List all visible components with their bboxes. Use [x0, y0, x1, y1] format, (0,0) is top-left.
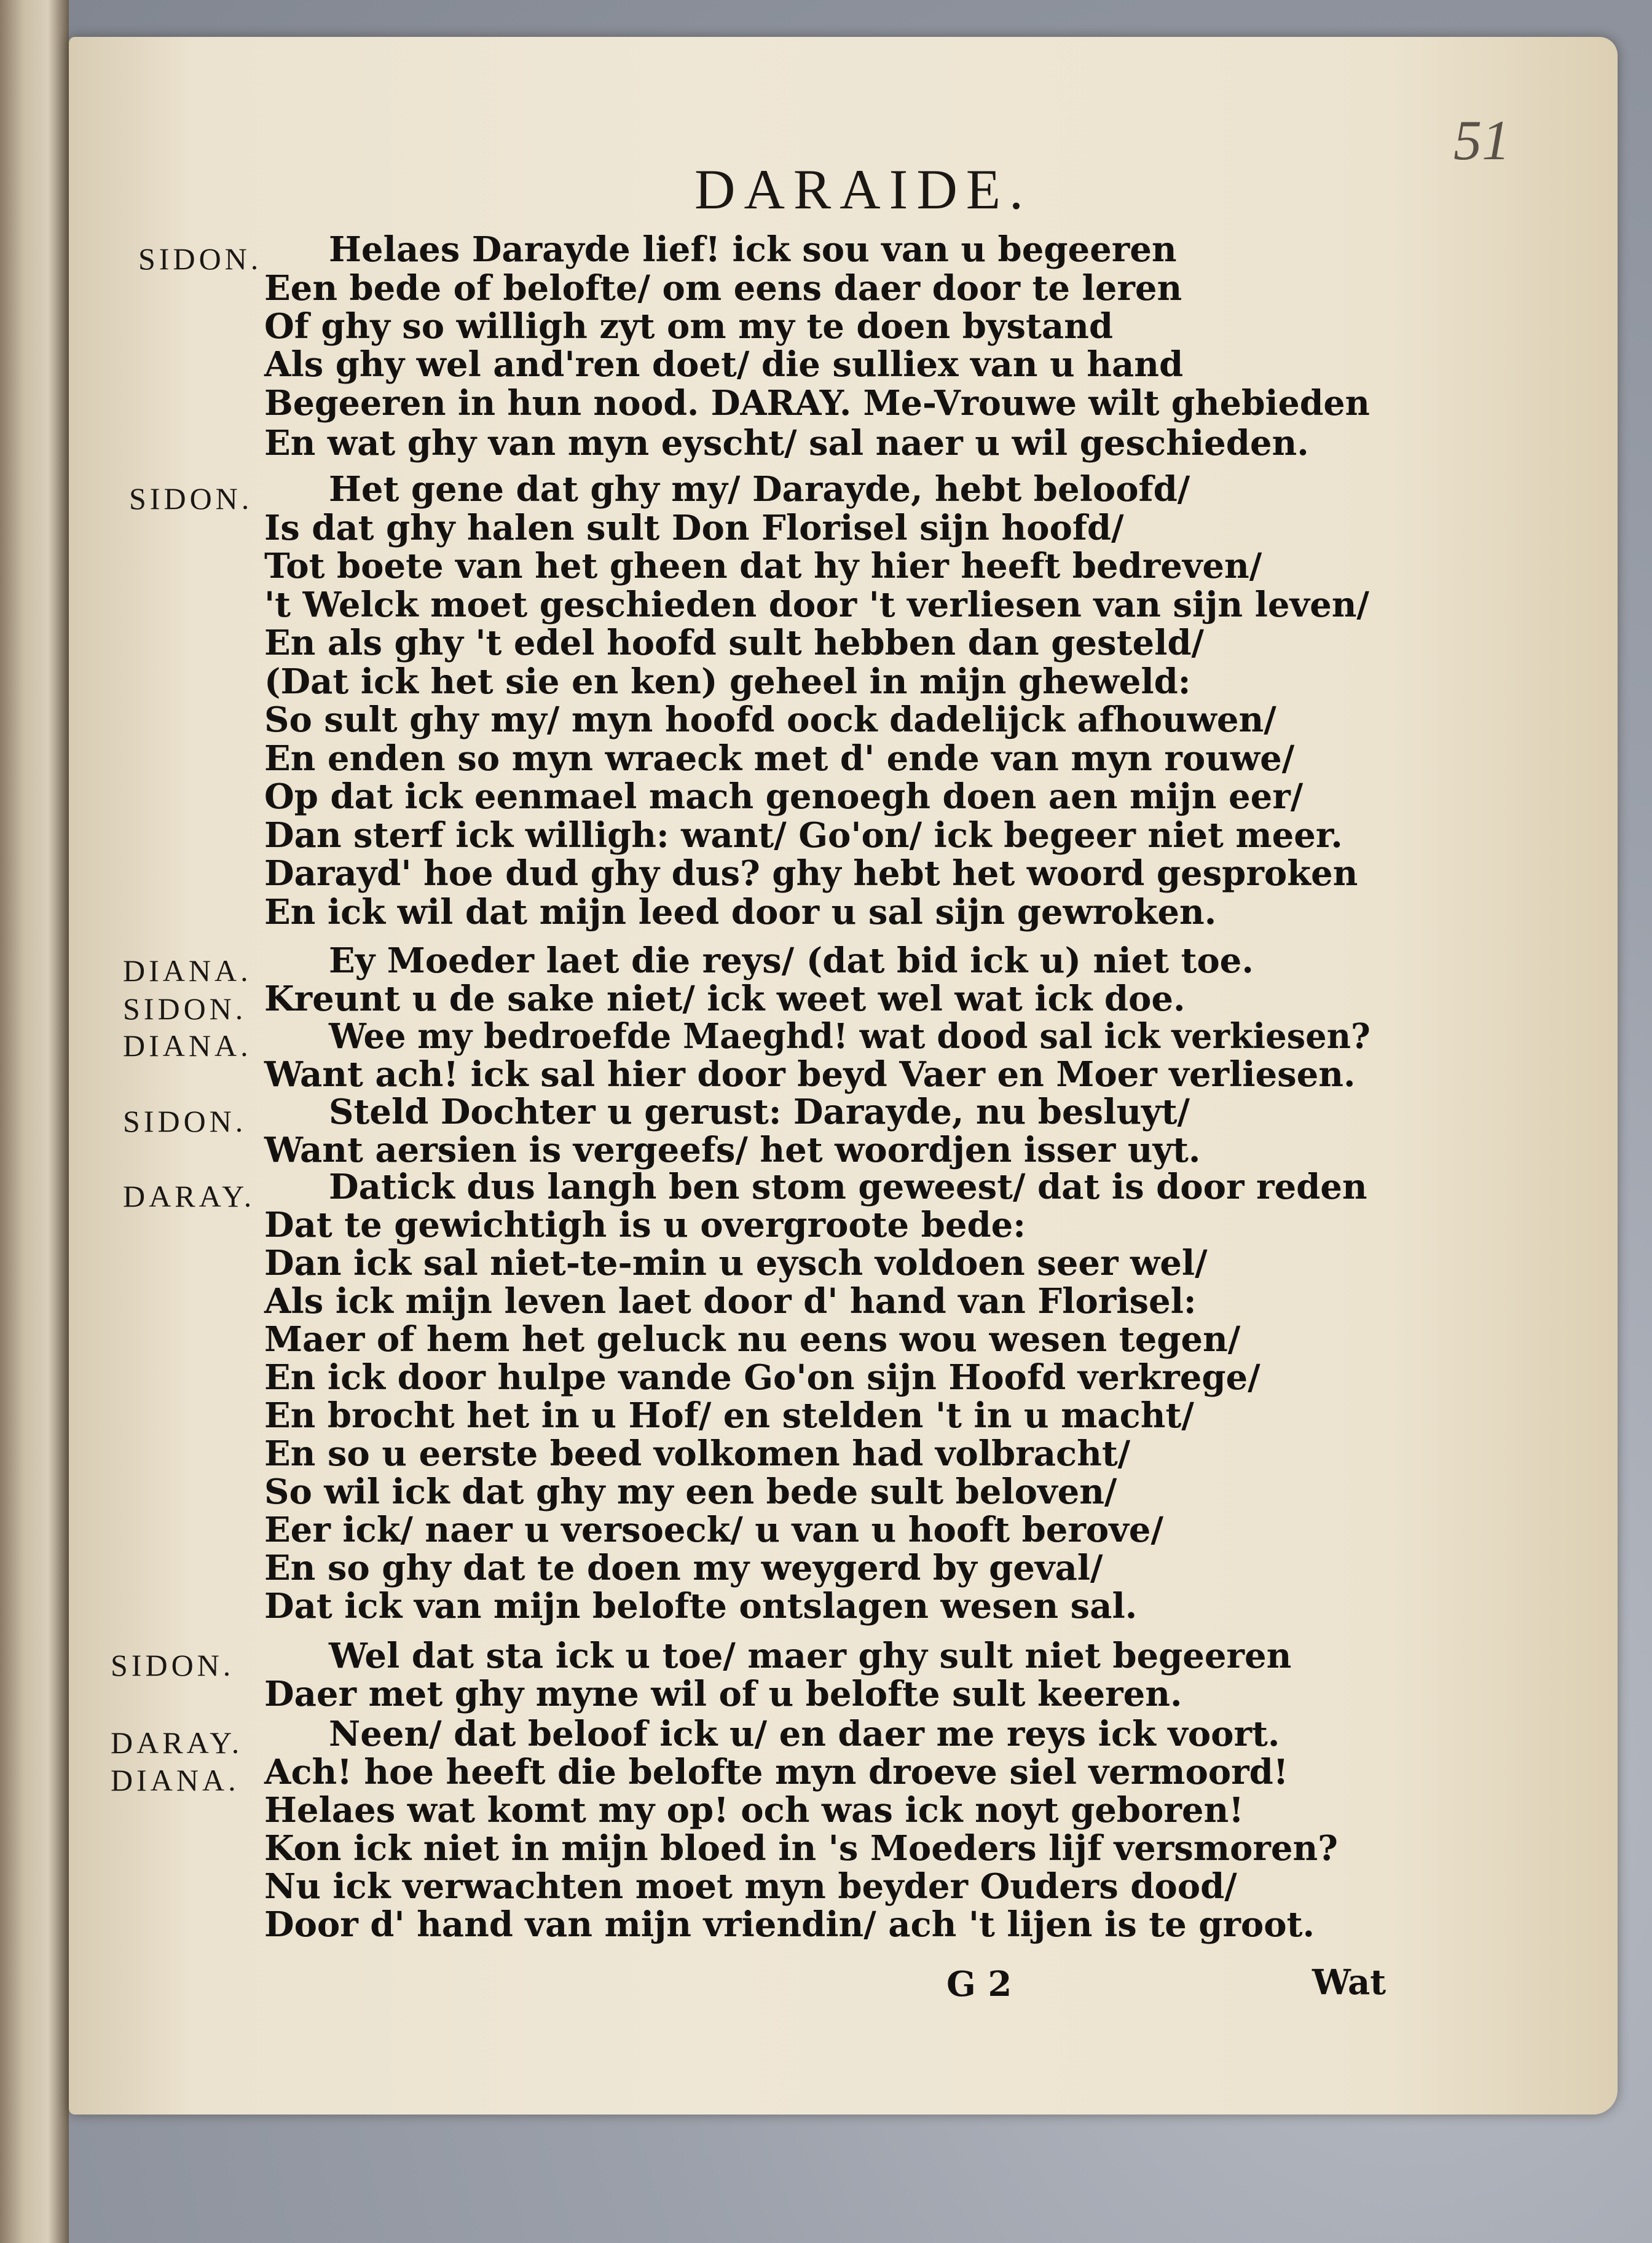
verse-line: Neen/ dat beloof ick u/ en daer me reys ick voort. [329, 1714, 1280, 1754]
verse-line: Een bede of belofte/ om eens daer door te leren [264, 268, 1182, 309]
verse-line: So wil ick dat ghy my een bede sult beloven/ [264, 1472, 1117, 1512]
verse-line: Is dat ghy halen sult Don Florisel sijn hoofd/ [264, 508, 1124, 548]
verse-line: Op dat ick eenmael mach genoegh doen aen mijn eer/ [264, 776, 1304, 817]
verse-line: Het gene dat ghy my/ Darayde, hebt beloofd/ [329, 469, 1190, 510]
verse-line: Helaes wat komt my op! och was ick noyt geboren! [264, 1790, 1244, 1831]
running-head: DARAIDE. [694, 158, 1032, 221]
verse-line: Daer met ghy myne wil of u belofte sult keeren. [264, 1674, 1182, 1714]
catchword: Wat [1312, 1962, 1386, 2003]
speaker-label: SIDON. [129, 481, 253, 516]
verse-line: Darayd' hoe dud ghy dus? ghy hebt het woord gesproken [264, 853, 1358, 894]
verse-line: Dan ick sal niet-te-min u eysch voldoen seer wel/ [264, 1243, 1208, 1283]
verse-line: Kon ick niet in mijn bloed in 's Moeders lijf versmoren? [264, 1828, 1338, 1869]
verse-line: Maer of hem het geluck nu eens wou wesen tegen/ [264, 1319, 1241, 1360]
verse-line: Eer ick/ naer u versoeck/ u van u hooft berove/ [264, 1510, 1163, 1550]
verse-line: So sult ghy my/ myn hoofd oock dadelijck afhouwen/ [264, 700, 1276, 740]
verse-line: Wel dat sta ick u toe/ maer ghy sult niet begeeren [329, 1636, 1292, 1676]
speaker-label: DIANA. [123, 953, 252, 988]
verse-line: En brocht het in u Hof/ en stelden 't in u macht/ [264, 1395, 1194, 1436]
verse-line: Helaes Darayde lief! ick sou van u begeeren [329, 229, 1177, 270]
verse-line: Tot boete van het gheen dat hy hier heeft bedreven/ [264, 546, 1262, 586]
verse-line: Als ghy wel and'ren doet/ die sulliex van u hand [264, 344, 1184, 385]
speaker-label: DIANA. [123, 1028, 252, 1063]
speaker-label: DARAY. [111, 1725, 243, 1760]
verse-line: En so ghy dat te doen my weygerd by geval/ [264, 1548, 1103, 1588]
speaker-label: SIDON. [123, 1104, 247, 1138]
page-number: 51 [1453, 109, 1510, 171]
verse-line: Door d' hand van mijn vriendin/ ach 't lijen is te groot. [264, 1904, 1315, 1945]
verse-line: (Dat ick het sie en ken) geheel in mijn gheweld: [264, 661, 1191, 702]
verse-line: Of ghy so willigh zyt om my te doen bystand [264, 306, 1113, 347]
verse-line: Dan sterf ick willigh: want/ Go'on/ ick begeer niet meer. [264, 815, 1343, 856]
speaker-label: DIANA. [111, 1763, 240, 1797]
verse-line: Wee my bedroefde Maeghd! wat dood sal ick verkiesen? [329, 1016, 1371, 1057]
verse-line: En so u eerste beed volkomen had volbracht/ [264, 1433, 1131, 1474]
verse-line: Want ach! ick sal hier door beyd Vaer en Moer verliesen. [264, 1054, 1356, 1095]
verse-line: Want aersien is vergeefs/ het woordjen isser uyt. [264, 1130, 1201, 1170]
verse-line: En ick wil dat mijn leed door u sal sijn gewroken. [264, 892, 1217, 932]
speaker-label: SIDON. [138, 242, 262, 276]
speaker-label: DARAY. [123, 1179, 256, 1213]
speaker-label: SIDON. [111, 1648, 235, 1682]
verse-line: Datick dus langh ben stom geweest/ dat is door reden [329, 1167, 1367, 1207]
signature-mark: G 2 [946, 1964, 1012, 2005]
verse-line: En wat ghy van myn eyscht/ sal naer u wil geschieden. [264, 423, 1309, 463]
verse-line: Ach! hoe heeft die belofte myn droeve siel vermoord! [264, 1752, 1289, 1792]
verse-line: En als ghy 't edel hoofd sult hebben dan gesteld/ [264, 623, 1204, 663]
previous-page-edge [0, 0, 69, 2243]
verse-line: Nu ick verwachten moet myn beyder Ouders dood/ [264, 1866, 1237, 1907]
verse-line: 't Welck moet geschieden door 't verliesen van sijn leven/ [264, 585, 1369, 625]
verse-line: Kreunt u de sake niet/ ick weet wel wat ick doe. [264, 979, 1186, 1019]
verse-line: Steld Dochter u gerust: Darayde, nu besluyt/ [329, 1092, 1190, 1132]
verse-line: Als ick mijn leven laet door d' hand van Florisel: [264, 1281, 1197, 1322]
speaker-label: SIDON. [123, 991, 247, 1026]
verse-line: En enden so myn wraeck met d' ende van myn rouwe/ [264, 738, 1295, 779]
verse-line: En ick door hulpe vande Go'on sijn Hoofd verkrege/ [264, 1357, 1261, 1398]
verse-line: Ey Moeder laet die reys/ (dat bid ick u) niet toe. [329, 940, 1254, 981]
verse-line: Dat te gewichtigh is u overgroote bede: [264, 1205, 1026, 1245]
verse-line: Dat ick van mijn belofte ontslagen wesen sal. [264, 1586, 1138, 1626]
verse-line: Begeeren in hun nood. DARAY. Me-Vrouwe wilt ghebieden [264, 383, 1370, 424]
